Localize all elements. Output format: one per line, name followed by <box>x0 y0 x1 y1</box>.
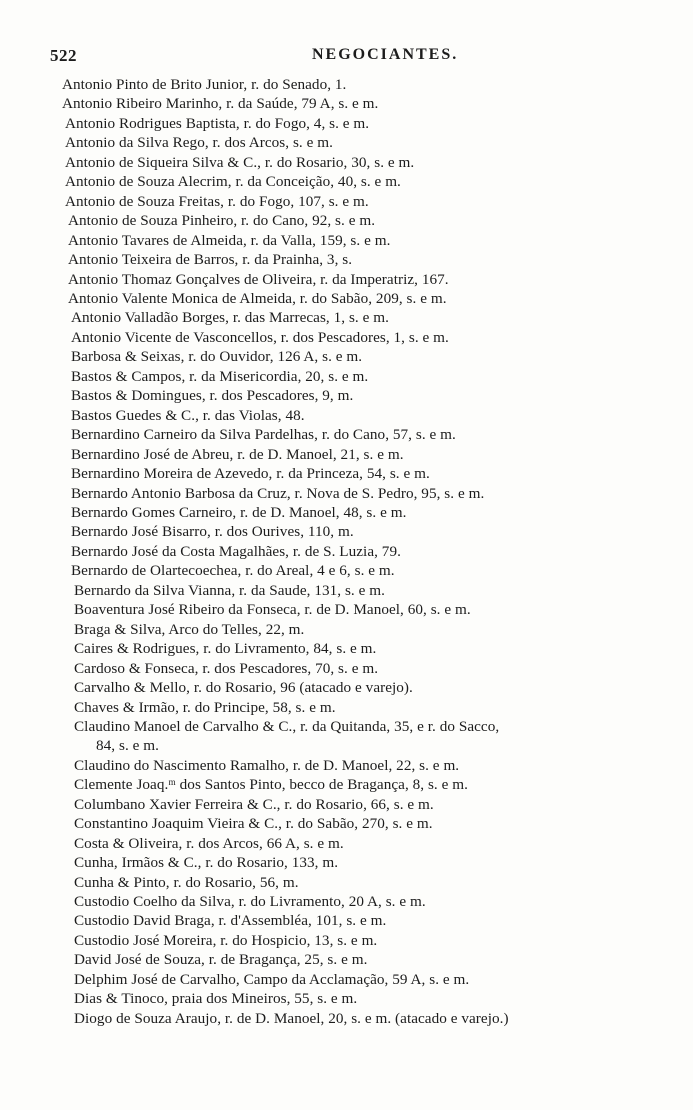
list-item: Constantino Joaquim Vieira & C., r. do Sabão, 270, s. e m. <box>74 815 433 833</box>
list-item: Antonio de Souza Alecrim, r. da Conceição, 40, s. e m. <box>65 173 401 191</box>
list-item: Antonio Valladão Borges, r. das Marrecas, 1, s. e m. <box>71 309 389 327</box>
list-item: David José de Souza, r. de Bragança, 25, s. e m. <box>74 951 368 969</box>
list-item: Custodio Coelho da Silva, r. do Livramento, 20 A, s. e m. <box>74 893 426 911</box>
list-item: Boaventura José Ribeiro da Fonseca, r. de D. Manoel, 60, s. e m. <box>74 601 471 619</box>
list-item: Caires & Rodrigues, r. do Livramento, 84, s. e m. <box>74 640 377 658</box>
list-item: Custodio José Moreira, r. do Hospicio, 13, s. e m. <box>74 931 378 949</box>
list-item: Antonio Vicente de Vasconcellos, r. dos Pescadores, 1, s. e m. <box>71 328 449 346</box>
list-item: Bernardo de Olartecoechea, r. do Areal, 4 e 6, s. e m. <box>71 562 395 580</box>
list-item: Bernardino Carneiro da Silva Pardelhas, r. do Cano, 57, s. e m. <box>71 426 456 444</box>
list-item: Columbano Xavier Ferreira & C., r. do Rosario, 66, s. e m. <box>74 795 434 813</box>
merchant-directory-list <box>62 75 652 1028</box>
list-item: Cunha, Irmãos & C., r. do Rosario, 133, m. <box>74 854 339 872</box>
list-item: Clemente Joaq.ᵐ dos Santos Pinto, becco de Bragança, 8, s. e m. <box>74 776 468 794</box>
list-item: Bastos & Domingues, r. dos Pescadores, 9, m. <box>71 387 354 405</box>
list-item: Bastos Guedes & C., r. das Violas, 48. <box>71 406 305 424</box>
list-item: Antonio Rodrigues Baptista, r. do Fogo, 4, s. e m. <box>65 114 370 132</box>
page-header <box>50 46 650 70</box>
list-item: Antonio Teixeira de Barros, r. da Prainha, 3, s. <box>68 251 353 269</box>
list-item-continuation: 84, s. e m. <box>96 737 159 755</box>
list-item: Carvalho & Mello, r. do Rosario, 96 (atacado e varejo). <box>74 679 413 697</box>
running-title: NEGOCIANTES. <box>312 46 459 63</box>
list-item: Delphim José de Carvalho, Campo da Acclamação, 59 A, s. e m. <box>74 970 470 988</box>
list-item: Bastos & Campos, r. da Misericordia, 20, s. e m. <box>71 367 369 385</box>
list-item: Costa & Oliveira, r. dos Arcos, 66 A, s. e m. <box>74 834 344 852</box>
list-item: Bernardo José Bisarro, r. dos Ourives, 110, m. <box>71 523 354 541</box>
list-item: Cunha & Pinto, r. do Rosario, 56, m. <box>74 873 299 891</box>
list-item: Custodio David Braga, r. d'Assembléa, 101, s. e m. <box>74 912 387 930</box>
list-item: Antonio da Silva Rego, r. dos Arcos, s. e m. <box>65 134 333 152</box>
list-item: Bernardo da Silva Vianna, r. da Saude, 131, s. e m. <box>74 581 385 599</box>
list-item: Claudino Manoel de Carvalho & C., r. da Quitanda, 35, e r. do Sacco, <box>74 717 500 735</box>
list-item: Antonio Thomaz Gonçalves de Oliveira, r. da Imperatriz, 167. <box>68 270 449 288</box>
list-item: Antonio Valente Monica de Almeida, r. do Sabão, 209, s. e m. <box>68 289 447 307</box>
page-number: 522 <box>50 46 77 65</box>
list-item: Bernardo José da Costa Magalhães, r. de S. Luzia, 79. <box>71 542 401 560</box>
list-item: Claudino do Nascimento Ramalho, r. de D. Manoel, 22, s. e m. <box>74 756 460 774</box>
list-item: Antonio Pinto de Brito Junior, r. do Senado, 1. <box>62 76 347 93</box>
list-item: Diogo de Souza Araujo, r. de D. Manoel, 20, s. e m. (atacado e varejo.) <box>74 1009 509 1027</box>
list-item: Bernardino José de Abreu, r. de D. Manoel, 21, s. e m. <box>71 445 404 463</box>
list-item: Dias & Tinoco, praia dos Mineiros, 55, s. e m. <box>74 990 358 1008</box>
list-item: Bernardo Antonio Barbosa da Cruz, r. Nova de S. Pedro, 95, s. e m. <box>71 484 485 502</box>
list-item: Braga & Silva, Arco do Telles, 22, m. <box>74 620 305 638</box>
list-item: Chaves & Irmão, r. do Principe, 58, s. e m. <box>74 698 336 716</box>
list-item: Cardoso & Fonseca, r. dos Pescadores, 70, s. e m. <box>74 659 379 677</box>
list-item: Bernardo Gomes Carneiro, r. de D. Manoel, 48, s. e m. <box>71 503 407 521</box>
list-item: Bernardino Moreira de Azevedo, r. da Princeza, 54, s. e m. <box>71 465 430 483</box>
list-item: Antonio Ribeiro Marinho, r. da Saúde, 79 A, s. e m. <box>62 95 379 113</box>
list-item: Antonio de Siqueira Silva & C., r. do Rosario, 30, s. e m. <box>65 153 415 171</box>
list-item: Antonio de Souza Freitas, r. do Fogo, 107, s. e m. <box>65 192 369 210</box>
list-item: Antonio de Souza Pinheiro, r. do Cano, 92, s. e m. <box>68 212 376 230</box>
list-item: Barbosa & Seixas, r. do Ouvidor, 126 A, s. e m. <box>71 348 363 366</box>
list-item: Antonio Tavares de Almeida, r. da Valla, 159, s. e m. <box>68 231 391 249</box>
